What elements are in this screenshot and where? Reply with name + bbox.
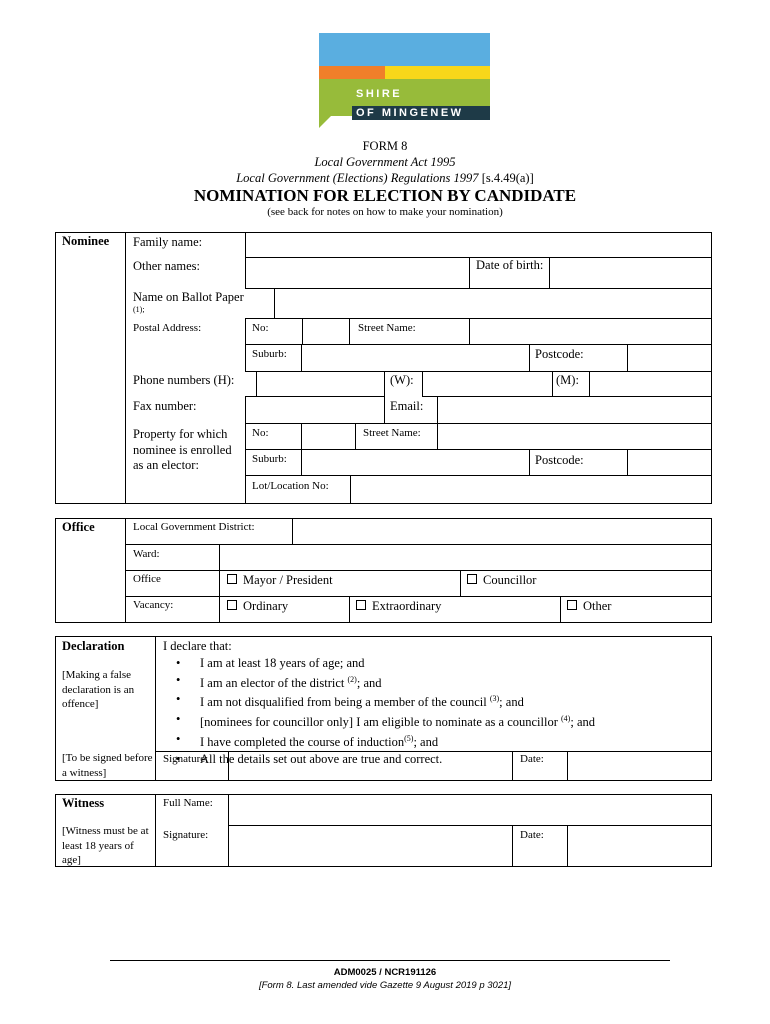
property-no-label: No: — [252, 427, 269, 439]
property-street-label: Street Name: — [363, 427, 421, 439]
declaration-item: • I have completed the course of induction$^{(5)}$; and — [200, 731, 595, 751]
logo-line1: SHIRE — [356, 88, 403, 100]
ordinary-option[interactable]: Ordinary — [227, 599, 288, 614]
ballot-name-field[interactable] — [274, 288, 712, 319]
declaration-note-witness: [To be signed before a witness] — [62, 752, 153, 779]
other-option[interactable]: Other — [567, 599, 611, 614]
extraordinary-option[interactable]: Extraordinary — [356, 599, 441, 614]
email-field[interactable] — [437, 396, 712, 424]
form-number: FORM 8 — [362, 139, 408, 153]
postal-address-label: Postal Address: — [133, 322, 202, 334]
footer-note: [Form 8. Last amended vide Gazette 9 August 2019 p 3021] — [258, 980, 512, 991]
act-title: Local Government Act 1995 — [314, 155, 456, 169]
fax-field[interactable] — [245, 396, 385, 424]
ballot-name-label: Name on Ballot Paper — [133, 290, 244, 304]
declaration-item: • I am an elector of the district $^{(2)}$; and — [200, 672, 595, 692]
other-names-label: Other names: — [133, 259, 200, 273]
declaration-item: • I am not disqualified from being a member of the council $^{(3)}$; and — [200, 691, 595, 711]
declaration-signature-label: Signature: — [163, 753, 209, 765]
phone-mobile-field[interactable] — [589, 371, 712, 397]
phone-work-field[interactable] — [422, 371, 553, 397]
witness-heading: Witness — [62, 796, 105, 810]
footer-divider — [110, 960, 670, 961]
postal-no-field[interactable] — [302, 318, 350, 345]
office-heading: Office — [62, 520, 95, 534]
district-field[interactable] — [292, 518, 712, 545]
witness-signature-label: Signature: — [163, 829, 209, 841]
district-label: Local Government District: — [133, 521, 255, 533]
phone-home-label: Phone numbers (H): — [133, 373, 235, 387]
mayor-checkbox[interactable] — [227, 574, 237, 584]
declaration-date-label: Date: — [520, 753, 544, 765]
declaration-heading: Declaration — [62, 639, 125, 653]
property-label: Property for which nominee is enrolled as an elector: — [133, 427, 232, 472]
fax-label: Fax number: — [133, 399, 197, 413]
office-label: Office — [133, 573, 161, 585]
dob-label: Date of birth: — [476, 258, 544, 272]
ordinary-checkbox[interactable] — [227, 600, 237, 610]
declaration-item: • All the details set out above are true and correct. — [200, 751, 595, 768]
witness-fullname-label: Full Name: — [163, 797, 213, 809]
declaration-date-field[interactable] — [567, 751, 712, 781]
postal-no-label: No: — [252, 322, 269, 334]
declaration-item: • I am at least 18 years of age; and — [200, 655, 595, 672]
vacancy-label: Vacancy: — [133, 599, 174, 611]
witness-fullname-field[interactable] — [228, 794, 712, 826]
postal-postcode-field[interactable] — [627, 344, 712, 372]
declaration-item: • [nominees for councillor only] I am eligible to nominate as a councillor $^{(4)}$; and — [200, 711, 595, 731]
nominee-heading: Nominee — [62, 234, 110, 248]
lot-field[interactable] — [350, 475, 712, 504]
page-subtitle: (see back for notes on how to make your nomination) — [267, 206, 503, 218]
phone-home-field[interactable] — [256, 371, 385, 397]
shire-logo — [319, 33, 490, 128]
witness-date-label: Date: — [520, 829, 544, 841]
dob-field[interactable] — [549, 257, 712, 289]
ward-label: Ward: — [133, 548, 160, 560]
family-name-label: Family name: — [133, 235, 203, 249]
witness-signature-field[interactable] — [228, 825, 513, 867]
other-checkbox[interactable] — [567, 600, 577, 610]
family-name-field[interactable] — [245, 232, 712, 258]
property-postcode-label: Postcode: — [535, 453, 584, 467]
mayor-option[interactable]: Mayor / President — [227, 573, 333, 588]
ballot-name-note: (1); — [133, 305, 145, 314]
property-postcode-field[interactable] — [627, 449, 712, 476]
extraordinary-checkbox[interactable] — [356, 600, 366, 610]
councillor-option[interactable]: Councillor — [467, 573, 536, 588]
regs-line: Local Government (Elections) Regulations 1997 [s.4.49(a)] — [236, 171, 534, 185]
declaration-note-offence: [Making a false declaration is an offence] — [62, 669, 135, 710]
postal-suburb-label: Suburb: — [252, 348, 287, 360]
email-label: Email: — [390, 399, 424, 413]
councillor-checkbox[interactable] — [467, 574, 477, 584]
property-street-field[interactable] — [437, 423, 712, 450]
page-title: NOMINATION FOR ELECTION BY CANDIDATE — [193, 186, 577, 205]
postal-street-field[interactable] — [469, 318, 712, 345]
witness-note: [Witness must be at least 18 years of age] — [62, 825, 149, 866]
declaration-signature-field[interactable] — [228, 751, 513, 781]
property-no-field[interactable] — [301, 423, 356, 450]
footer-code: ADM0025 / NCR191126 — [333, 967, 437, 978]
property-suburb-label: Suburb: — [252, 453, 287, 465]
property-suburb-field[interactable] — [301, 449, 530, 476]
phone-mobile-label: (M): — [556, 373, 579, 387]
postal-postcode-label: Postcode: — [535, 347, 584, 361]
ward-field[interactable] — [219, 544, 712, 571]
postal-suburb-field[interactable] — [301, 344, 530, 372]
declaration-intro: I declare that: — [163, 639, 232, 653]
witness-date-field[interactable] — [567, 825, 712, 867]
lot-label: Lot/Location No: — [252, 480, 329, 492]
postal-street-label: Street Name: — [358, 322, 416, 334]
other-names-field[interactable] — [245, 257, 470, 289]
phone-work-label: (W): — [390, 373, 414, 387]
logo-line2: OF MINGENEW — [356, 107, 464, 119]
